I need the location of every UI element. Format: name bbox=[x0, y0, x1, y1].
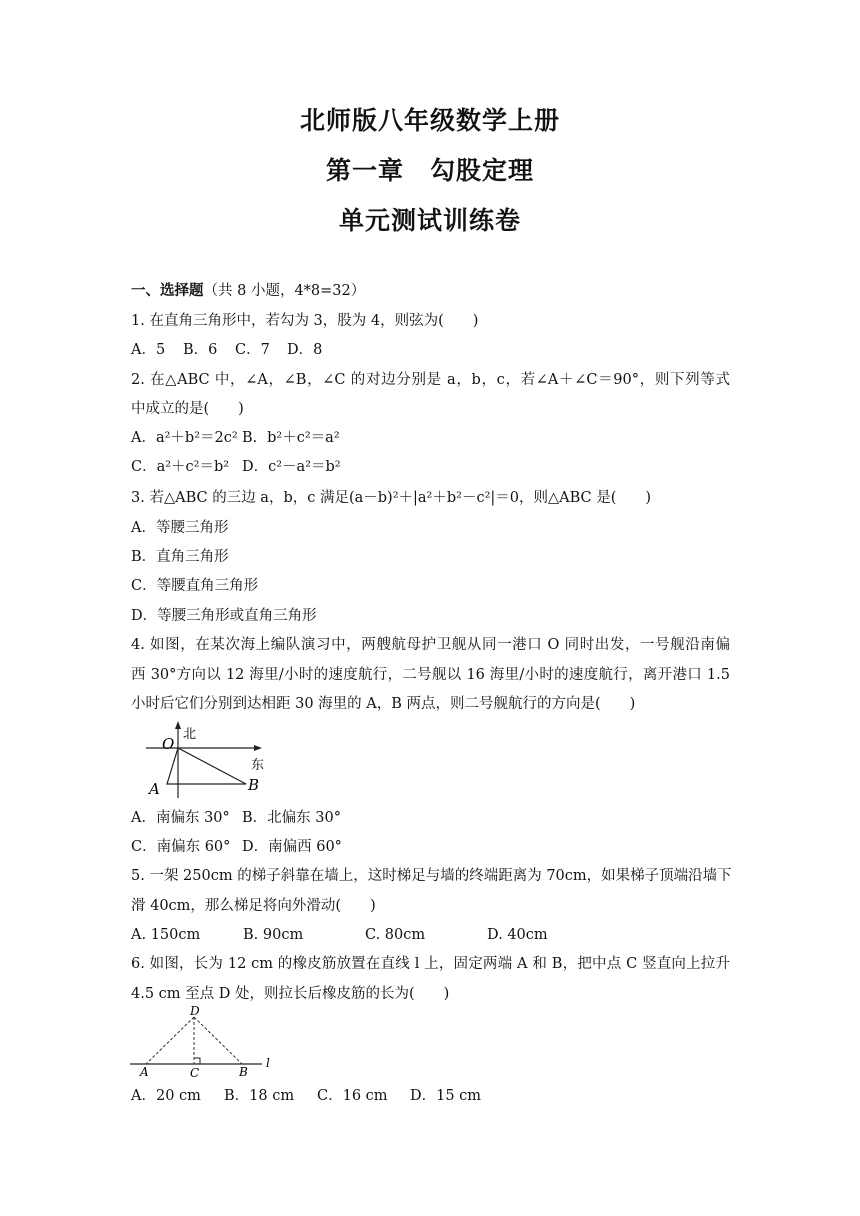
question-3-stem: 3. 若△ABC 的三边 a，b，c 满足(a－b)²＋|a²＋b²－c²|＝0，则△ABC 是( ) bbox=[131, 490, 652, 506]
q3-option-d: D．等腰三角形或直角三角形 bbox=[131, 608, 317, 624]
section-note: （共 8 小题，4*8=32） bbox=[203, 283, 366, 299]
question-2-options-row2 bbox=[131, 457, 341, 477]
label-d: D bbox=[190, 1004, 200, 1018]
question-5-stem-line2: 滑 40cm，那么梯足将向外滑动( ) bbox=[131, 898, 376, 914]
east-arrow-icon bbox=[254, 745, 262, 751]
label-o: O bbox=[162, 735, 175, 753]
q1-option-b: B．6 bbox=[183, 342, 218, 358]
north-arrow-icon bbox=[175, 721, 181, 729]
label-c: C bbox=[190, 1066, 200, 1080]
question-5-options bbox=[131, 925, 548, 945]
q4-compass-figure bbox=[140, 718, 270, 800]
q4-option-b: B．北偏东 30° bbox=[242, 810, 341, 826]
question-4-options-row1 bbox=[131, 808, 341, 828]
q1-option-c: C．7 bbox=[235, 342, 270, 358]
question-6-stem-line2: 4.5 cm 至点 D 处，则拉长后橡皮筋的长为( ) bbox=[131, 986, 450, 1002]
q1-option-d: D．8 bbox=[287, 342, 323, 358]
label-a: A bbox=[149, 780, 160, 798]
question-1-stem: 1. 在直角三角形中，若勾为 3，股为 4，则弦为( ) bbox=[131, 313, 479, 329]
segment-db bbox=[194, 1017, 242, 1064]
q5-option-b: B. 90cm bbox=[243, 927, 304, 943]
label-north: 北 bbox=[183, 727, 197, 742]
question-2-stem-line1: 2. 在△ABC 中，∠A，∠B，∠C 的对边分别是 a，b，c，若∠A＋∠C＝90°，则下列等式 bbox=[131, 372, 730, 388]
q5-option-d: D. 40cm bbox=[487, 927, 548, 943]
question-6-stem-line1: 6. 如图，长为 12 cm 的橡皮筋放置在直线 l 上，固定两端 A 和 B，把中点 C 竖直向上拉升 bbox=[131, 956, 730, 972]
q5-option-a: A. 150cm bbox=[131, 927, 201, 943]
q2-option-c: C．a²＋c²＝b² bbox=[131, 459, 230, 475]
label-a: A bbox=[140, 1065, 149, 1079]
document-title: 北师版八年级数学上册 bbox=[299, 106, 560, 135]
q4-option-c: C．南偏东 60° bbox=[131, 839, 231, 855]
test-title: 单元测试训练卷 bbox=[338, 206, 521, 235]
q5-option-c: C. 80cm bbox=[365, 927, 426, 943]
q4-option-d: D．南偏西 60° bbox=[242, 839, 342, 855]
q6-rubber-band-figure bbox=[128, 1004, 278, 1080]
label-b: B bbox=[248, 776, 260, 794]
chapter-title: 第一章 勾股定理 bbox=[325, 156, 534, 185]
question-4-options-row2 bbox=[131, 837, 342, 857]
q3-option-c: C．等腰直角三角形 bbox=[131, 578, 259, 594]
right-angle-mark bbox=[194, 1058, 200, 1064]
question-4-stem-line2: 西 30°方向以 12 海里/小时的速度航行，二号舰以 16 海里/小时的速度航行，离开港口 1.5 bbox=[131, 667, 730, 683]
question-2-options-row1 bbox=[131, 428, 340, 448]
question-5-stem-line1: 5. 一架 250cm 的梯子斜靠在墙上，这时梯足与墙的终端距离为 70cm，如果梯子顶端沿墙下 bbox=[131, 868, 732, 884]
question-4-stem-line1: 4. 如图，在某次海上编队演习中，两艘航母护卫舰从同一港口 O 同时出发，一号舰沿南偏 bbox=[131, 637, 730, 653]
label-b: B bbox=[239, 1065, 248, 1079]
section-heading bbox=[131, 281, 365, 301]
q1-option-a: A．5 bbox=[131, 342, 166, 358]
q3-option-a: A．等腰三角形 bbox=[131, 520, 229, 536]
label-l: l bbox=[266, 1056, 270, 1070]
section-heading-text: 一、选择题 bbox=[131, 282, 204, 299]
q3-option-b: B．直角三角形 bbox=[131, 549, 229, 565]
q2-option-b: B．b²＋c²＝a² bbox=[242, 430, 340, 446]
question-6-options bbox=[131, 1086, 481, 1106]
label-east: 东 bbox=[251, 758, 265, 773]
q4-option-a: A．南偏东 30° bbox=[131, 810, 230, 826]
question-1-options bbox=[131, 340, 322, 360]
question-2-stem-line2: 中成立的是( ) bbox=[131, 401, 244, 417]
q6-option-a: A．20 cm bbox=[131, 1088, 201, 1104]
q2-option-d: D．c²－a²＝b² bbox=[242, 459, 341, 475]
q6-option-b: B．18 cm bbox=[224, 1088, 295, 1104]
q6-option-d: D．15 cm bbox=[410, 1088, 482, 1104]
q6-option-c: C．16 cm bbox=[317, 1088, 388, 1104]
q2-option-a: A．a²＋b²＝2c² bbox=[131, 430, 238, 446]
segment-da bbox=[146, 1017, 194, 1064]
triangle-oab bbox=[167, 748, 246, 784]
question-4-stem-line3: 小时后它们分别到达相距 30 海里的 A，B 两点，则二号舰航行的方向是( ) bbox=[131, 696, 636, 712]
